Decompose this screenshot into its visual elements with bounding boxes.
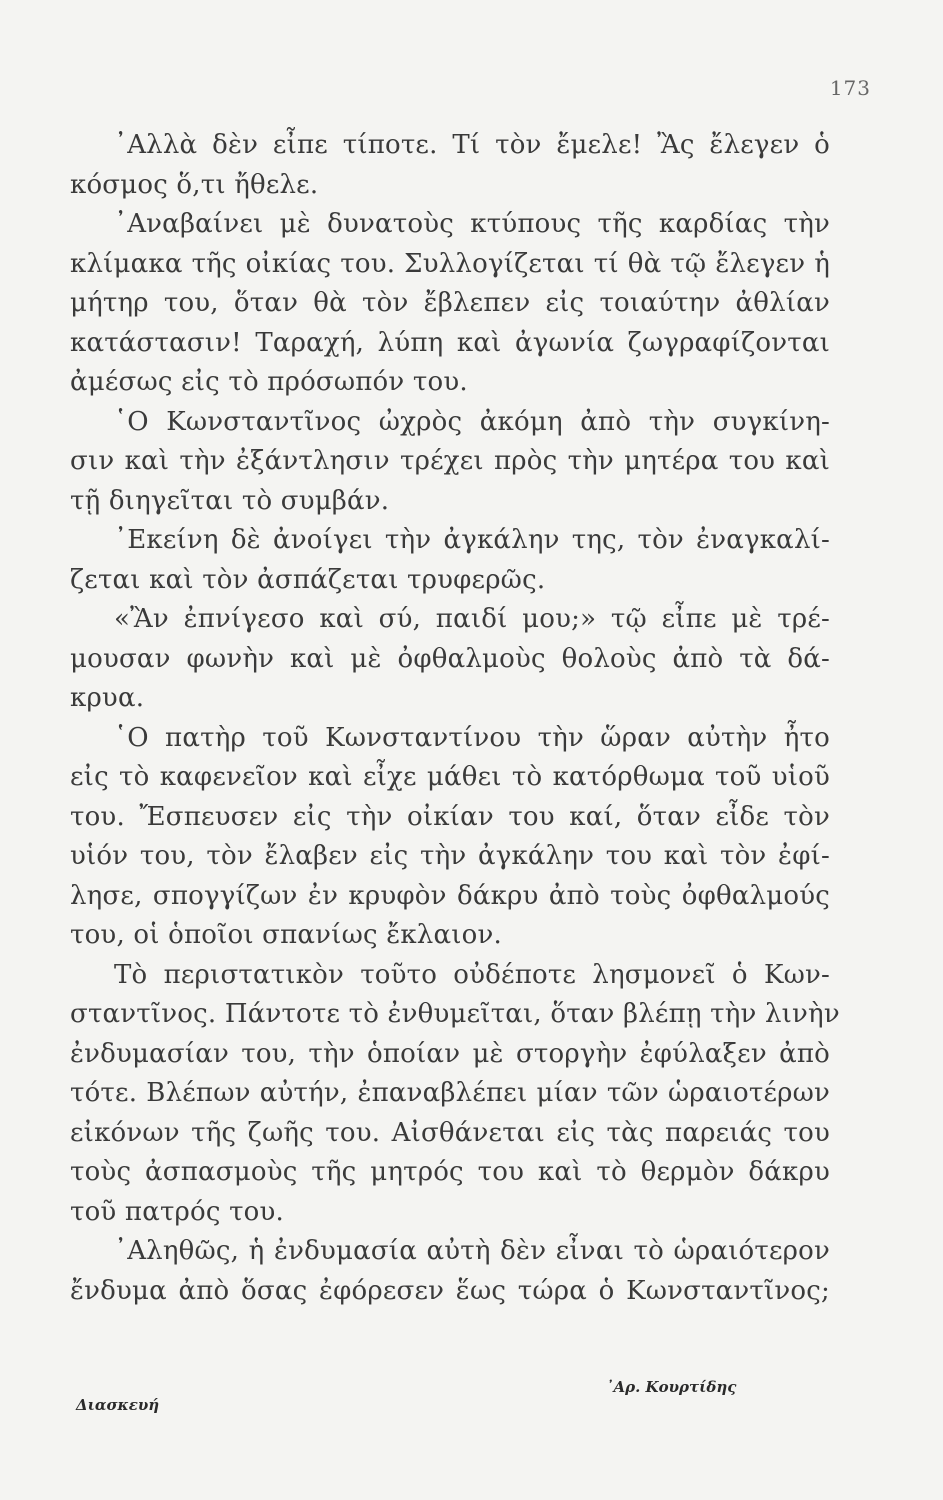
text-line: ᾿Εκείνη δὲ ἀνοίγει τὴν ἀγκάλην της, τὸν ἐναγκαλί-	[114, 525, 830, 555]
text-line: κλίμακα τῆς οἰκίας του. Συλλογίζεται τί θὰ τῷ ἔλεγεν ἡ	[70, 248, 830, 279]
text-line: ᾿Αλλὰ δὲν εἶπε τίποτε. Τί τὸν ἔμελε! Ἂς ἔλεγεν ὁ	[114, 130, 830, 160]
text-line: μουσαν φωνὴν καὶ μὲ ὀφθαλμοὺς θολοὺς ἀπὸ τὰ δά-	[70, 643, 830, 674]
text-line: ζεται καὶ τὸν ἀσπάζεται τρυφερῶς.	[70, 564, 546, 595]
text-line: τοῦ πατρός του.	[70, 1196, 285, 1227]
text-line: κατάστασιν! Ταραχή, λύπη καὶ ἀγωνία ζωγραφίζονται	[70, 327, 830, 358]
body-text	[70, 126, 840, 1311]
text-line: υἱόν του, τὸν ἔλαβεν εἰς τὴν ἀγκάλην του καὶ τὸν ἐφί-	[70, 841, 830, 871]
text-line: σταντῖνος. Πάντοτε τὸ ἐνθυμεῖται, ὅταν βλέπῃ τὴν λινὴν	[70, 999, 840, 1029]
text-line: κρυα.	[70, 683, 145, 713]
text-line: του, οἱ ὁποῖοι σπανίως ἔκλαιον.	[70, 920, 502, 950]
text-line: «Ἂν ἐπνίγεσο καὶ σύ, παιδί μου;» τῷ εἶπε μὲ τρέ-	[114, 604, 830, 634]
text-line: εἰκόνων τῆς ζωῆς του. Αἰσθάνεται εἰς τὰς παρειάς του	[70, 1117, 830, 1148]
text-line: τότε. Βλέπων αὐτήν, ἐπαναβλέπει μίαν τῶν ὡραιοτέρων	[70, 1078, 830, 1108]
text-line: τῇ διηγεῖται τὸ συμβάν.	[70, 485, 390, 516]
text-line: σιν καὶ τὴν ἐξάντλησιν τρέχει πρὸς τὴν μητέρα του καὶ	[70, 446, 830, 476]
page-number: 173	[829, 76, 871, 100]
text-line: μήτηρ του, ὅταν θὰ τὸν ἔβλεπεν εἰς τοιαύτην ἀθλίαν	[70, 288, 830, 318]
text-line: εἰς τὸ καφενεῖον καὶ εἶχε μάθει τὸ κατόρθωμα τοῦ υἱοῦ	[70, 762, 830, 792]
text-line: ἔνδυμα ἀπὸ ὅσας ἐφόρεσεν ἕως τώρα ὁ Κωνσταντῖνος;	[70, 1275, 830, 1306]
text-line: ἐνδυμασίαν του, τὴν ὁποίαν μὲ στοργὴν ἐφύλαξεν ἀπὸ	[70, 1038, 830, 1069]
text-line: Τὸ περιστατικὸν τοῦτο οὐδέποτε λησμονεῖ ὁ Κων-	[114, 959, 830, 990]
text-line: ᾿Αληθῶς, ἡ ἐνδυμασία αὐτὴ δὲν εἶναι τὸ ὡραιότερον	[114, 1236, 830, 1266]
footer-author: ᾿Αρ. Κουρτίδης	[606, 1378, 737, 1396]
text-line: του. Ἔσπευσεν εἰς τὴν οἰκίαν του καί, ὅταν εἶδε τὸν	[70, 801, 830, 832]
footer-adaptation-note: Διασκευή	[76, 1396, 160, 1414]
text-line: ᾿Αναβαίνει μὲ δυνατοὺς κτύπους τῆς καρδίας τὴν	[114, 209, 830, 239]
text-line: τοὺς ἀσπασμοὺς τῆς μητρός του καὶ τὸ θερμὸν δάκρυ	[70, 1157, 830, 1187]
text-line: ῾Ο πατὴρ τοῦ Κωνσταντίνου τὴν ὥραν αὐτὴν ἦτο	[114, 722, 830, 753]
text-line: κόσμος ὅ,τι ἤθελε.	[70, 169, 319, 200]
text-line: λησε, σπογγίζων ἐν κρυφὸν δάκρυ ἀπὸ τοὺς ὀφθαλμούς	[70, 880, 830, 911]
text-line: ἀμέσως εἰς τὸ πρόσωπόν του.	[70, 367, 468, 397]
text-line: ῾Ο Κωνσταντῖνος ὠχρὸς ἀκόμη ἀπὸ τὴν συγκίνη-	[114, 406, 830, 437]
